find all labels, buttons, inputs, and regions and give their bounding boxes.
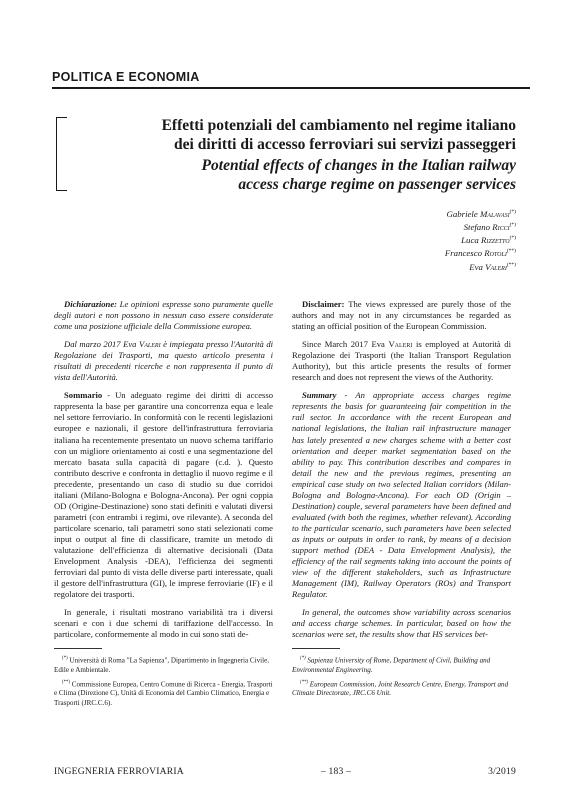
author: Eva Valeri(**) (469, 261, 516, 272)
footnote-rule-right (292, 648, 340, 649)
footnote: (*) Sapienza University of Rome, Department of Civil, Building and Environmental Engineering. (292, 656, 491, 674)
footnote-rule-left (54, 648, 102, 649)
general-paragraph-english: In general, the outcomes show variability across scenarios and access charge schemes. In particular, based on how the scenarios were set, the results show that HS services bet- (292, 607, 511, 640)
title-en-line-1: Potential effects of changes in the Italian railway (201, 157, 516, 174)
author: Francesco Rotoli(**) (444, 248, 516, 259)
footnotes-italian (54, 654, 273, 711)
section-header (52, 70, 530, 89)
footnote: (**) Commissione Europea, Centro Comune di Ricerca - Energia, Trasporti e Clima (Direzione C), Unità di Economia del Cambio Climatico, Energia e Trasporti (JRC.C.6). (54, 679, 273, 707)
footnote: (*) Università di Roma "La Sapienza", Dipartimento in Ingegneria Civile, Edile e Ambientale. (54, 656, 270, 674)
employment-note-italian: Dal marzo 2017 Eva Valeri è impiegata presso l'Autorità di Regolazione dei Trasporti, ma questo articolo presenta i risultati di precedenti ricerche e non rappresenta il punto di vista dell'Autorità. (54, 339, 273, 383)
summary-english: Summary - An appropriate access charges regime represents the basis for guaranteeing fair competition in the rail sector. In accordance with the recent European and national legislations, the Italian rail infrastructure manager has lately presented a new charges scheme with a better cost orientation and deeper market segmentation based on the ability to pay. This contribution describes and compares in detail the new and the previous regimes, presenting an empirical case study on two selected Italian corridors (Milan-Bologna and Bologna-Ancona). For each OD (Origin – Destination) couple, several parameters have been defined and evaluated (with both the regimes, whether relevant). According to the particular scenario, such parameters have been selected as inputs or outputs in order to rank, by means of a decision support method (DEA - Data Envelopment Analysis), the efficiency of the rail segments taking into account the points of view of the different stakeholders, such as Infrastructure Management (IM), Railway Operators (ROs) and Transport Regulator. (292, 390, 511, 600)
summary-italian: Sommario - Un adeguato regime dei diritti di accesso rappresenta la base per garantire una concorrenza equa e leale nel settore ferroviario. In conformità con le recenti legislazioni europee e nazionali, il gestore dell'infrastruttura ferroviaria italiana ha recentemente presentato un nuovo schema tariffario con un migliore orientamento ai costi e una segmentazione del mercato basata sulla capacità di pagare (c.d. ). Questo contributo descrive e confronta in dettaglio il nuovo regime e il precedente, presentando un caso di studio su due corridoi italiani (Milano-Bologna e Bologna-Ancona). Per ogni coppia OD (Origine-Destinazione) sono stati definiti e valutati diversi parametri (con entrambi i regimi, ove rilevante). A seconda del particolare scenario, tali parametri sono stati selezionati come input o output al fine di classificare, tramite un metodo di valutazione dell'efficienza di alternative decisionali (Data Envelopment Analysis -DEA), l'efficienza dei segmenti ferroviari dal punto di vista delle diverse parti interessate, quali il gestore dell'infrastruttura (GI), le imprese ferroviarie (IF) e il regolatore dei trasporti. (54, 390, 273, 600)
issue-number: 3/2019 (488, 766, 516, 777)
page-number: – 183 – (320, 766, 352, 777)
footnote: (**) European Commission, Joint Research Centre, Energy, Transport and Climate Directorate, JRC.C6 Unit. (292, 679, 509, 698)
author: Luca Rizzetto(*) (461, 235, 516, 246)
section-title: POLITICA E ECONOMIA (52, 70, 200, 84)
section-rule (52, 87, 530, 89)
general-paragraph-italian: In generale, i risultati mostrano variabilità tra i diversi scenari e con i due schemi di tariffazione dell'accesso. In particolare, conformemente al modo in cui sono stati de- (54, 607, 273, 640)
title-bracket-ornament (56, 117, 67, 191)
left-column-italian (54, 299, 273, 647)
footnotes-english (292, 654, 511, 702)
title-english (110, 156, 516, 194)
author: Stefano Ricci(*) (463, 222, 516, 233)
title-italian (110, 116, 516, 154)
disclaimer-italian: Dichiarazione: Le opinioni espresse sono puramente quelle degli autori e non possono in nessun caso essere considerate come una posizione ufficiale della Commissione europea. (54, 299, 273, 332)
journal-name: INGEGNERIA FERROVIARIA (54, 766, 184, 777)
title-en-line-2: access charge regime on passenger services (238, 176, 516, 193)
title-it-line-1: Effetti potenziali del cambiamento nel regime italiano (161, 117, 516, 134)
page-footer (54, 766, 516, 777)
disclaimer-english: Disclaimer: The views expressed are purely those of the authors and may not in any circumstances be regarded as stating an official position of the European Commission. (292, 299, 511, 332)
author: Gabriele Malavasi(*) (446, 208, 516, 219)
title-it-line-2: dei diritti di accesso ferroviari sui servizi passeggeri (174, 136, 516, 153)
author-list (445, 207, 516, 273)
right-column-english (292, 299, 511, 647)
employment-note-english: Since March 2017 Eva Valeri is employed at Autorità di Regolazione dei Trasporti (the Italian Transport Regulation Authority), but this article presents the results of former research and does not represent the views of the Authority. (292, 339, 511, 383)
